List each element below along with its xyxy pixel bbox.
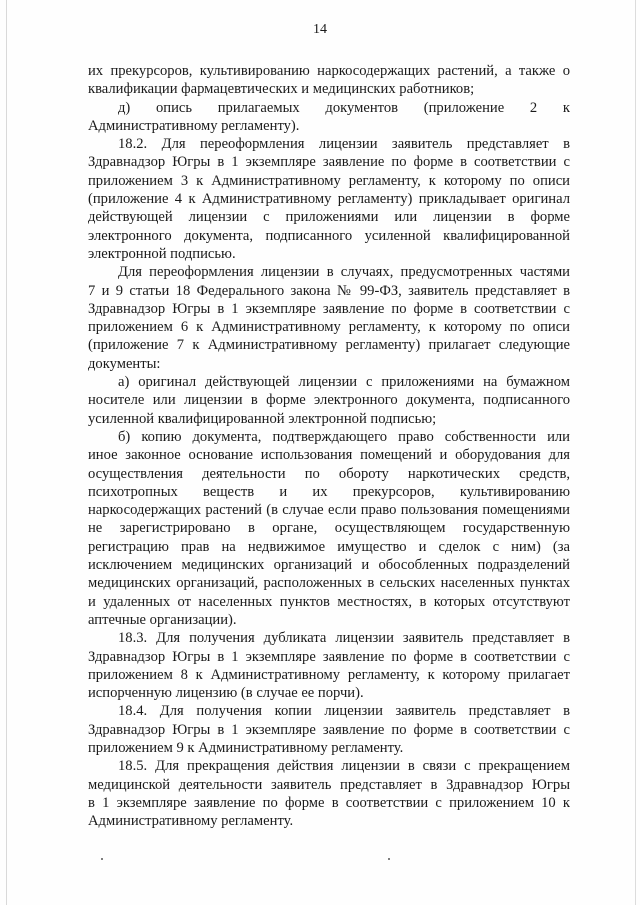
text-line: наркосодержащих растений (в случае если право пользования помещениями [88, 502, 570, 519]
text-line: 18.2. Для переоформления лицензии заявитель представляет в [118, 136, 570, 153]
text-line: психотропных веществ и их прекурсоров, культивированию [88, 483, 570, 500]
scan-speck [388, 858, 390, 860]
text-line: (приложение 4 к Административному регламенту) прикладывает оригинал [88, 191, 570, 208]
text-line: (приложение 7 к Административному регламенту) прилагает следующие [88, 337, 570, 354]
text-line: в 1 экземпляре заявление по форме в соответствии с приложением 10 к [88, 794, 570, 811]
text-line: носителе или лицензии в форме электронного документа, подписанного [88, 392, 570, 409]
text-line: б) копию документа, подтверждающего право собственности или [118, 428, 570, 445]
text-line: 7 и 9 статьи 18 Федерального закона № 99-ФЗ, заявитель представляет в [88, 282, 570, 299]
text-line: 18.5. Для прекращения действия лицензии в связи с прекращением [118, 758, 570, 775]
text-line: Для переоформления лицензии в случаях, предусмотренных частями [118, 264, 570, 281]
text-line: 18.3. Для получения дубликата лицензии заявитель представляет в [118, 630, 570, 647]
text-line: приложением 8 к Административному регламенту, к которому прилагает [88, 666, 570, 683]
text-line: медицинских организаций, расположенных в сельских населенных пунктах [88, 575, 570, 592]
text-line: приложением 9 к Административному регламенту. [88, 739, 404, 756]
text-line: аптечные организации). [88, 611, 237, 628]
text-line: Здравнадзор Югры в 1 экземпляре заявление по форме в соответствии с [88, 300, 570, 317]
text-line: д) опись прилагаемых документов (приложение 2 к [118, 99, 570, 116]
text-line: приложением 6 к Административному регламенту, к которому по описи [88, 319, 570, 336]
page-edge-left [6, 0, 7, 905]
text-line: приложением 3 к Административному регламенту, к которому по описи [88, 172, 570, 189]
document-body [88, 62, 570, 830]
text-line: квалификации фармацевтических и медицинских работников; [88, 81, 475, 98]
text-line: Административному регламенту. [88, 813, 294, 830]
text-line: Здравнадзор Югры в 1 экземпляре заявление по форме в соответствии с [88, 648, 570, 665]
text-line: Здравнадзор Югры в 1 экземпляре заявление по форме в соответствии с [88, 154, 570, 171]
page-number: 14 [313, 22, 327, 37]
text-line: исключением медицинских организаций и обособленных подразделений [88, 557, 570, 574]
text-line: регистрацию прав на недвижимое имущество и сделок с ним) (за [88, 538, 570, 555]
text-line: Здравнадзор Югры в 1 экземпляре заявление по форме в соответствии с [88, 721, 570, 738]
text-line: осуществления деятельности по обороту наркотических средств, [88, 465, 570, 482]
text-line: и удаленных от населенных пунктов местностях, в которых отсутствуют [88, 593, 570, 610]
page-edge-right [635, 0, 636, 905]
text-line: усиленной квалифицированной электронной подписью; [88, 410, 437, 427]
text-line: действующей лицензии с приложениями или лицензии в форме [88, 209, 570, 226]
text-line: 18.4. Для получения копии лицензии заявитель представляет в [118, 703, 570, 720]
scan-speck [101, 858, 103, 860]
text-line: иное законное основание использования помещений и оборудования для [88, 447, 570, 464]
text-line: испорченную лицензию (в случае ее порчи). [88, 685, 364, 702]
text-line: электронного документа, подписанного усиленной квалифицированной [88, 227, 570, 244]
text-line: медицинской деятельности заявитель представляет в Здравнадзор Югры [88, 776, 570, 793]
text-line: Административному регламенту). [88, 117, 300, 134]
text-line: документы: [88, 355, 161, 372]
text-line: их прекурсоров, культивированию наркосодержащих растений, а также о [88, 63, 570, 79]
text-line: а) оригинал действующей лицензии с приложениями на бумажном [118, 374, 570, 391]
text-line: электронной подписью. [88, 245, 236, 262]
text-line: не зарегистрировано в органе, осуществляющем государственную [88, 520, 570, 537]
